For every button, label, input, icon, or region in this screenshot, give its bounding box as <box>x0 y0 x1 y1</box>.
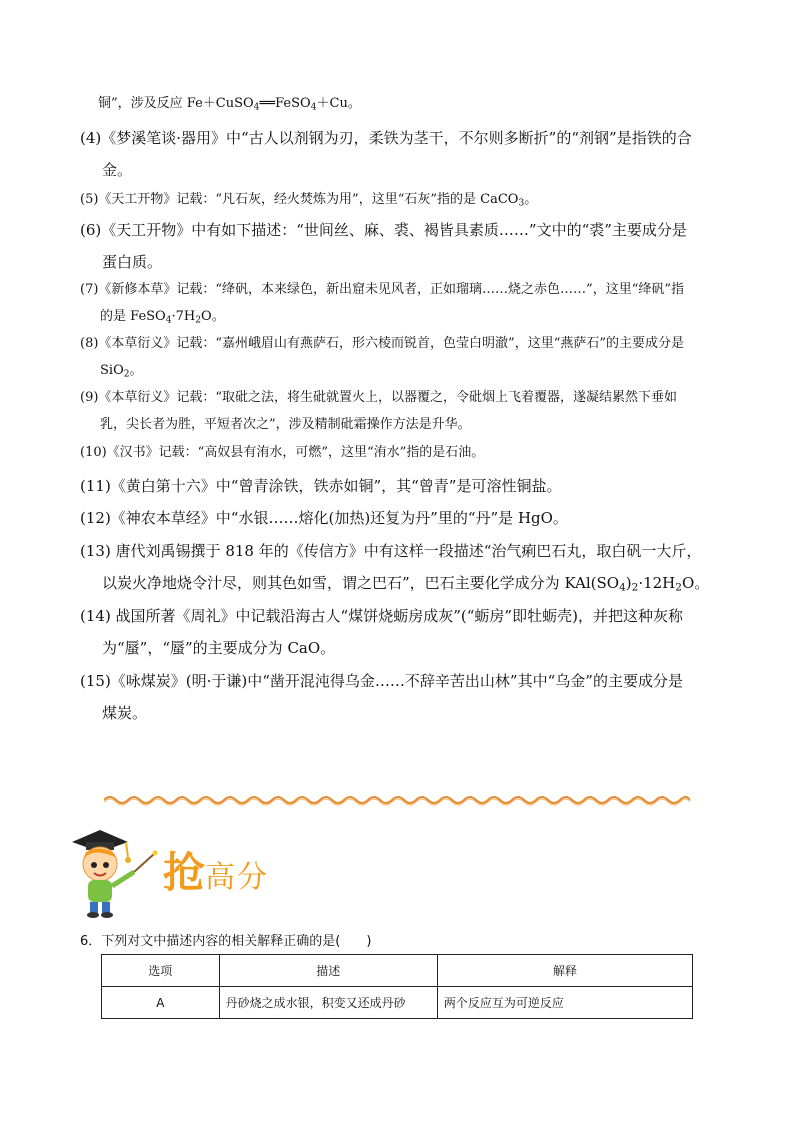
item-9-cont: 乳，尖长者为胜，平短者次之”，涉及精制砒霜操作方法是升华。 <box>100 417 471 432</box>
question-6: 6．下列对文中描述内容的相关解释正确的是( ) <box>80 934 372 949</box>
table-header-cell: 选项 <box>102 955 220 987</box>
wavy-divider-icon <box>104 794 690 806</box>
item-15: (15)《咏煤炭》(明·于谦)中“凿开混沌得乌金……不辞辛苦出山林”其中“乌金”的主要成分是 <box>80 672 683 690</box>
table-header-cell: 解释 <box>437 955 692 987</box>
item-8-cont: SiO$_2$。 <box>100 363 143 380</box>
item-14: (14) 战国所著《周礼》中记载沿海古人“煤饼烧蛎房成灰”(“蛎房”即牡蛎壳)，并把这种灰称 <box>80 607 683 625</box>
item-11: (11)《黄白第十六》中“曾青涂铁，铁赤如铜”，其“曾青”是可溶性铜盐。 <box>80 477 562 495</box>
banner-big-char: 抢 <box>163 848 206 897</box>
table-header-cell: 描述 <box>219 955 437 987</box>
banner-title <box>163 840 269 900</box>
item-13-cont: 以炭火净地烧令汁尽，则其色如雪，谓之巴石”，巴石主要化学成分为 $KAl(SO_4)_2\cdot 12H_2O$。 <box>102 574 710 594</box>
item-12: (12)《神农本草经》中“水银……熔化(加热)还复为丹”里的“丹”是 HgO。 <box>80 509 568 527</box>
item-14-cont: 为“蜃”，“蜃”的主要成分为 CaO。 <box>102 639 336 657</box>
item-6-cont: 蛋白质。 <box>102 253 163 271</box>
table-cell: 两个反应互为可逆反应 <box>437 987 692 1019</box>
table-header-row <box>102 955 693 987</box>
answer-table <box>101 954 693 1019</box>
item-7-cont: 的是 $FeSO_4\cdot 7H_2O$。 <box>100 309 225 326</box>
banner-small-text: 高分 <box>205 860 270 895</box>
table-cell: 丹砂烧之成水银，积变又还成丹砂 <box>219 987 437 1019</box>
item-4: (4)《梦溪笔谈·器用》中“古人以剂钢为刃，柔铁为茎干，不尔则多断折”的“剂钢”是指铁的合 <box>80 129 692 147</box>
item-4-cont: 金。 <box>102 161 133 179</box>
item-8: (8)《本草衍义》记载：“嘉州峨眉山有燕萨石，形六棱而锐首，色莹白明澈”，这里“燕萨石”的主要成分是 <box>80 336 684 351</box>
item-10: (10)《汉书》记载：“高奴县有洧水，可燃”，这里“洧水”指的是石油。 <box>80 445 485 460</box>
item-7: (7)《新修本草》记载：“绛矾，本来绿色，新出窟未见风者，正如瑠璃……烧之赤色……”，这里“绛矾”指 <box>80 282 684 297</box>
item-15-cont: 煤炭。 <box>102 704 148 722</box>
item-6: (6)《天工开物》中有如下描述：“世间丝、麻、裘、褐皆具素质……”文中的“裘”主要成分是 <box>80 221 687 239</box>
table-row <box>102 987 693 1019</box>
item-13: (13) 唐代刘禹锡撰于 818 年的《传信方》中有这样一段描述“治气痢巴石丸，取白矾一大斤， <box>80 542 702 560</box>
item-5: (5)《天工开物》记载：“凡石灰，经火焚炼为用”，这里“石灰”指的是 CaCO$_3$。 <box>80 192 538 209</box>
item-9: (9)《本草衍义》记载：“取砒之法，将生砒就置火上，以器覆之，令砒烟上飞着覆器，遂凝结累然下垂如 <box>80 390 678 405</box>
student-mascot-icon <box>62 820 162 920</box>
table-cell: A <box>102 987 220 1019</box>
text-line-continuation: 铜”，涉及反应 Fe＋CuSO$_4$══FeSO$_4$＋Cu。 <box>98 96 361 113</box>
